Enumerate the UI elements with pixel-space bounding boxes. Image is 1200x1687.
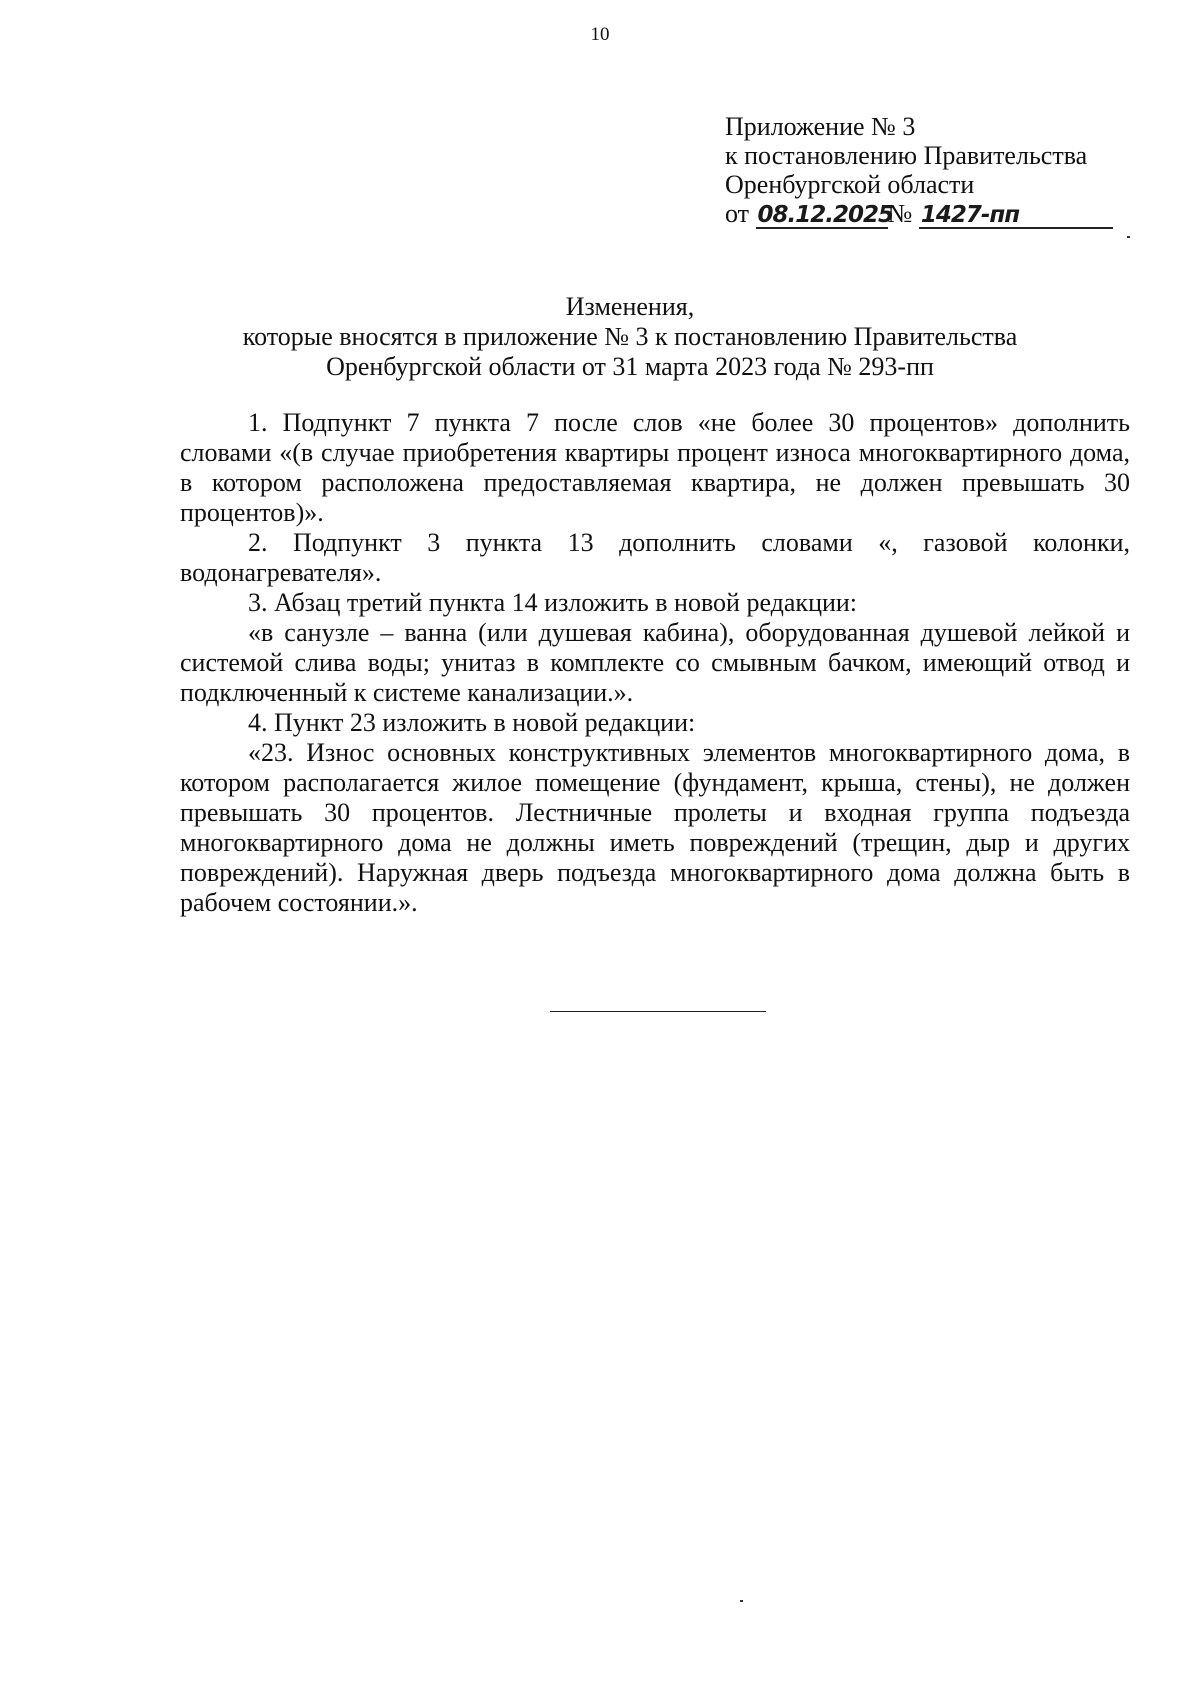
appendix-title: Приложение № 3	[725, 112, 916, 141]
appendix-block	[725, 112, 1145, 229]
paragraph-1: 1. Подпункт 7 пункта 7 после слов «не более 30 процентов» дополнить словами «(в случае приобретения квартиры процент износа многоквартирного дома, в котором расположена предоставляемая квартира, не должен превышать 30 процентов)».	[180, 408, 1130, 527]
document-heading	[180, 292, 1080, 382]
end-separator-line	[550, 1011, 766, 1012]
from-prefix: от	[725, 199, 750, 228]
paragraph-3: 3. Абзац третий пункта 14 изложить в новой редакции:	[248, 588, 858, 617]
page-number: 10	[590, 24, 610, 45]
appendix-date-line	[725, 199, 1145, 229]
handwritten-date: 08.12.2025	[757, 202, 894, 228]
paragraph-4-quote: «23. Износ основных конструктивных элементов многоквартирного дома, в котором располагается жилое помещение (фундамент, крыша, стены), не должен превышать 30 процентов. Лестничные пролеты и входная группа подъезда многоквартирного дома не должны иметь повреждений (трещин, дыр и других повреждений). Наружная дверь подъезда многоквартирного дома должна быть в рабочем состоянии.».	[180, 738, 1130, 917]
document-body	[180, 408, 1130, 918]
handwritten-number: 1427-пп	[919, 203, 1113, 229]
heading-subtitle-2: Оренбургской области от 31 марта 2023 года № 293-пп	[326, 352, 934, 381]
paragraph-3-quote: «в санузле – ванна (или душевая кабина), оборудованная душевой лейкой и системой слива воды; унитаз в комплекте со смывным бачком, имеющий отвод и подключенный к системе канализации.».	[180, 618, 1130, 707]
appendix-region: Оренбургской области	[725, 170, 975, 199]
heading-title: Изменения,	[565, 292, 695, 321]
number-sign: №	[887, 199, 913, 228]
paragraph-4: 4. Пункт 23 изложить в новой редакции:	[248, 708, 696, 737]
heading-subtitle: которые вносятся в приложение № 3 к постановлению Правительства	[242, 322, 1018, 351]
appendix-reference: к постановлению Правительства	[725, 141, 1088, 170]
paragraph-2: 2. Подпункт 3 пункта 13 дополнить словами «, газовой колонки, водонагревателя».	[180, 528, 1130, 587]
scan-speck	[740, 1600, 743, 1602]
scan-speck	[1127, 236, 1130, 238]
